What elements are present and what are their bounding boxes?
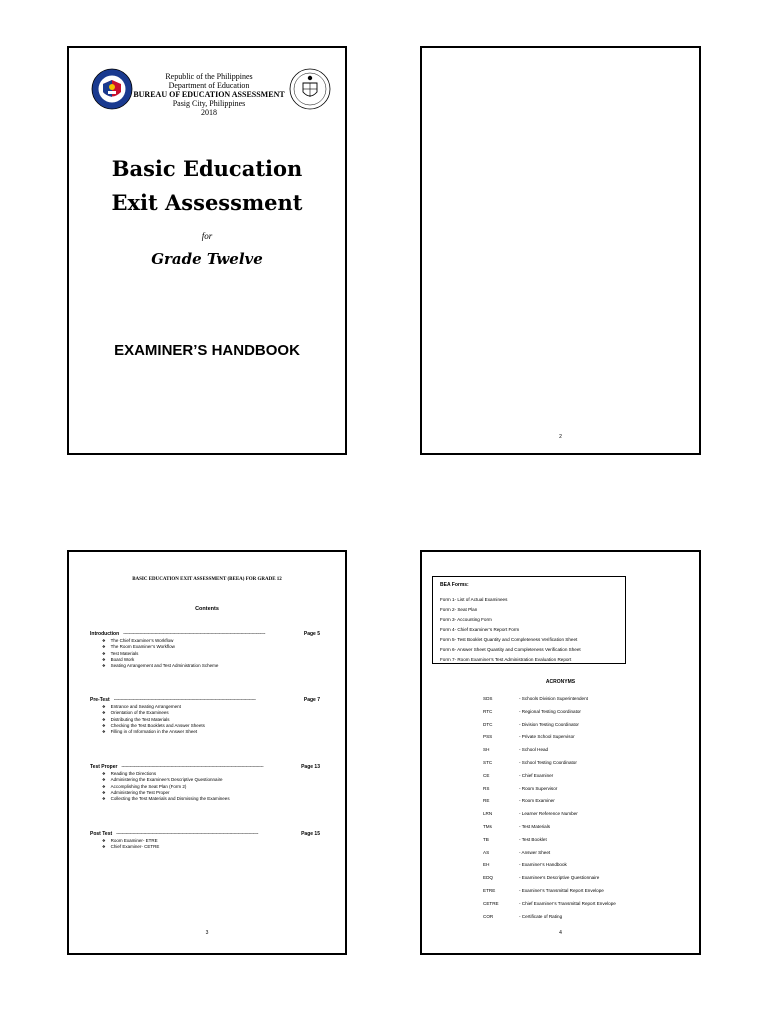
header-bureau: BUREAU OF EDUCATION ASSESSMENT [133,90,285,99]
acronym-abbr: PSS [483,734,493,740]
toc-item: ❖ The Room Examiner’s Workflow [102,644,320,650]
bea-seal-logo [289,68,331,110]
toc-item: ❖ Orientation of the Examinees [102,710,320,716]
acronym-def: - Division Testing Coordinator [519,721,579,727]
toc-section-introduction [90,631,320,669]
acronym-def: - Schools Division Superintendent [519,696,588,701]
document-title [69,152,345,220]
acronym-def: - Examiner’s Transmittal Report Envelope [519,887,604,893]
acronym-row [483,744,683,757]
acronym-row [483,770,683,783]
toc-leader: -------------------------------------------------------------------------------------------------------- [121,764,264,770]
toc-item: ❖ Chief Examiner- CETRE [102,844,320,850]
acronym-abbr: RS [483,785,490,791]
form-item: Form 3- Accounting Form [440,617,492,622]
handbook-title: EXAMINER’S HANDBOOK [114,342,300,359]
bea-forms-box [432,576,626,664]
form-item: Form 1- List of Actual Examinees [440,597,508,602]
acronym-abbr: LRN [483,811,493,817]
acronym-def: - Test Booklet [519,836,547,842]
toc-leader: -------------------------------------------------------------------------------------------------------- [113,697,256,703]
toc-item: ❖ Seating Arrangement and Test Administration Scheme [102,663,320,669]
acronym-def: - Chief Examiner [519,772,554,778]
acronym-abbr: RE [483,798,490,804]
toc-item: ❖ Administering the Test Proper [102,790,320,796]
blank-page [420,46,701,455]
acronym-def: - Room Examiner [519,798,555,804]
acronym-abbr: EDQ [483,875,493,881]
toc-item: ❖ Accomplishing the Seat Plan (Form 2) [102,784,320,790]
form-item: Form 5- Test Booklet Quantity and Completeness Verification Sheet [440,637,578,642]
acronym-abbr: TMs [483,823,492,829]
toc-item: ❖ The Chief Examiner’s Workflow [102,638,320,644]
acronym-row [483,808,683,821]
page-number: 3 [205,930,209,936]
acronym-def: - Private School Supervisor [519,734,575,740]
toc-section-name: Test Proper [90,764,118,770]
toc-section-post-test [90,831,320,851]
acronym-row [483,821,683,834]
acronym-def: - Test Materials [519,823,551,829]
toc-leader: -------------------------------------------------------------------------------------------------------- [116,831,259,837]
acronym-row [483,706,683,719]
acronym-abbr: CETRE [483,900,499,906]
acronym-abbr: DTC [483,721,493,727]
title-line-1: Basic Education [111,156,303,181]
toc-item: ❖ Distributing the Test Materials [102,717,320,723]
acronym-def: - Examinee’s Descriptive Questionnaire [519,875,600,881]
form-item: Form 7- Room Examiner’s Test Administration Evaluation Report [440,657,572,662]
toc-page-ref: Page 15 [301,831,320,837]
toc-item: ❖ Filling in of Information in the Answer Sheet [102,729,320,735]
acronym-row [483,885,683,898]
for-text: for [201,231,213,241]
acronym-abbr: SDS [483,696,493,701]
page-number: 2 [559,434,562,440]
acronym-abbr: CE [483,772,490,778]
toc-section-test-proper [90,764,320,802]
acronym-row [483,872,683,885]
acronym-def: - Regional Testing Coordinator [519,708,581,714]
acronym-def: - Certificate of Rating [519,913,563,919]
header-department: Department of Education [168,81,250,90]
acronym-abbr: SH [483,747,490,753]
toc-item: ❖ Checking the Test Booklets and Answer Sheets [102,723,320,729]
acronym-row [483,898,683,911]
acronym-row [483,783,683,796]
acronym-row [483,911,683,924]
toc-section-name: Post Test [90,831,113,837]
toc-item: ❖ Room Examiner- ETRE [102,838,320,844]
forms-acronyms-page [420,550,701,955]
toc-item: ❖ Administering the Examinee’s Descriptive Questionnaire [102,777,320,783]
form-item: Form 2- Seat Plan [440,607,478,612]
acronym-def: - Answer Sheet [519,849,551,855]
toc-item: ❖ Test Materials [102,651,320,657]
form-item: Form 4- Chief Examiner’s Report Form [440,627,520,632]
toc-item: ❖ Collecting the Test Materials and Dismissing the Examinees [102,796,320,802]
acronym-row [483,719,683,732]
toc-section-pre-test [90,697,320,735]
acronym-row [483,757,683,770]
acronym-row [483,795,683,808]
acronym-abbr: STC [483,759,493,765]
acronym-def: - Learner Reference Number [519,811,578,817]
header-year: 2018 [201,108,217,117]
toc-section-name: Pre-Test [90,697,110,703]
toc-section-name: Introduction [90,631,120,637]
contents-page [67,550,347,955]
acronym-abbr: COR [483,913,494,919]
acronym-abbr: RTC [483,708,493,714]
toc-leader: -------------------------------------------------------------------------------------------------------- [123,631,266,637]
grade-subtitle: Grade Twelve [151,250,263,268]
contents-title: Contents [195,606,219,612]
page-number: 4 [559,930,562,936]
header-city: Pasig City, Philippines [172,99,246,108]
acronym-row [483,693,683,706]
header-republic: Republic of the Philippines [165,72,253,81]
title-line-2: Exit Assessment [111,190,303,215]
cover-page [67,46,347,455]
acronym-def: - School Testing Coordinator [519,759,577,765]
acronyms-title: ACRONYMS [545,679,576,685]
toc-page-ref: Page 5 [303,631,320,637]
acronym-abbr: ETRE [483,887,496,893]
toc-page-ref: Page 7 [303,697,320,703]
acronym-def: - Examiner’s Handbook [519,862,567,868]
toc-item: ❖ Reading the Directions [102,771,320,777]
acronym-row [483,834,683,847]
acronym-abbr: EH [483,862,490,868]
acronym-row [483,859,683,872]
acronym-def: - Room Supervisor [519,785,558,791]
toc-page-ref: Page 13 [301,764,320,770]
header-block [109,72,309,117]
acronym-def: - School Head [519,747,549,753]
acronym-abbr: TB [483,836,489,842]
acronym-row [483,847,683,860]
toc-item: ❖ Entrance and Seating Arrangement [102,704,320,710]
acronym-def: - Chief Examiner’s Transmittal Report Envelope [519,900,616,906]
toc-item: ❖ Board Work [102,657,320,663]
forms-title: BEA Forms: [440,582,469,588]
acronym-row [483,731,683,744]
acronym-abbr: AS [483,849,490,855]
page-heading: BASIC EDUCATION EXIT ASSESSMENT (BEEA) FOR GRADE 12 [132,577,282,582]
form-item: Form 6- Answer Sheet Quantity and Completeness Verification Sheet [440,647,581,652]
acronym-list [483,693,683,923]
